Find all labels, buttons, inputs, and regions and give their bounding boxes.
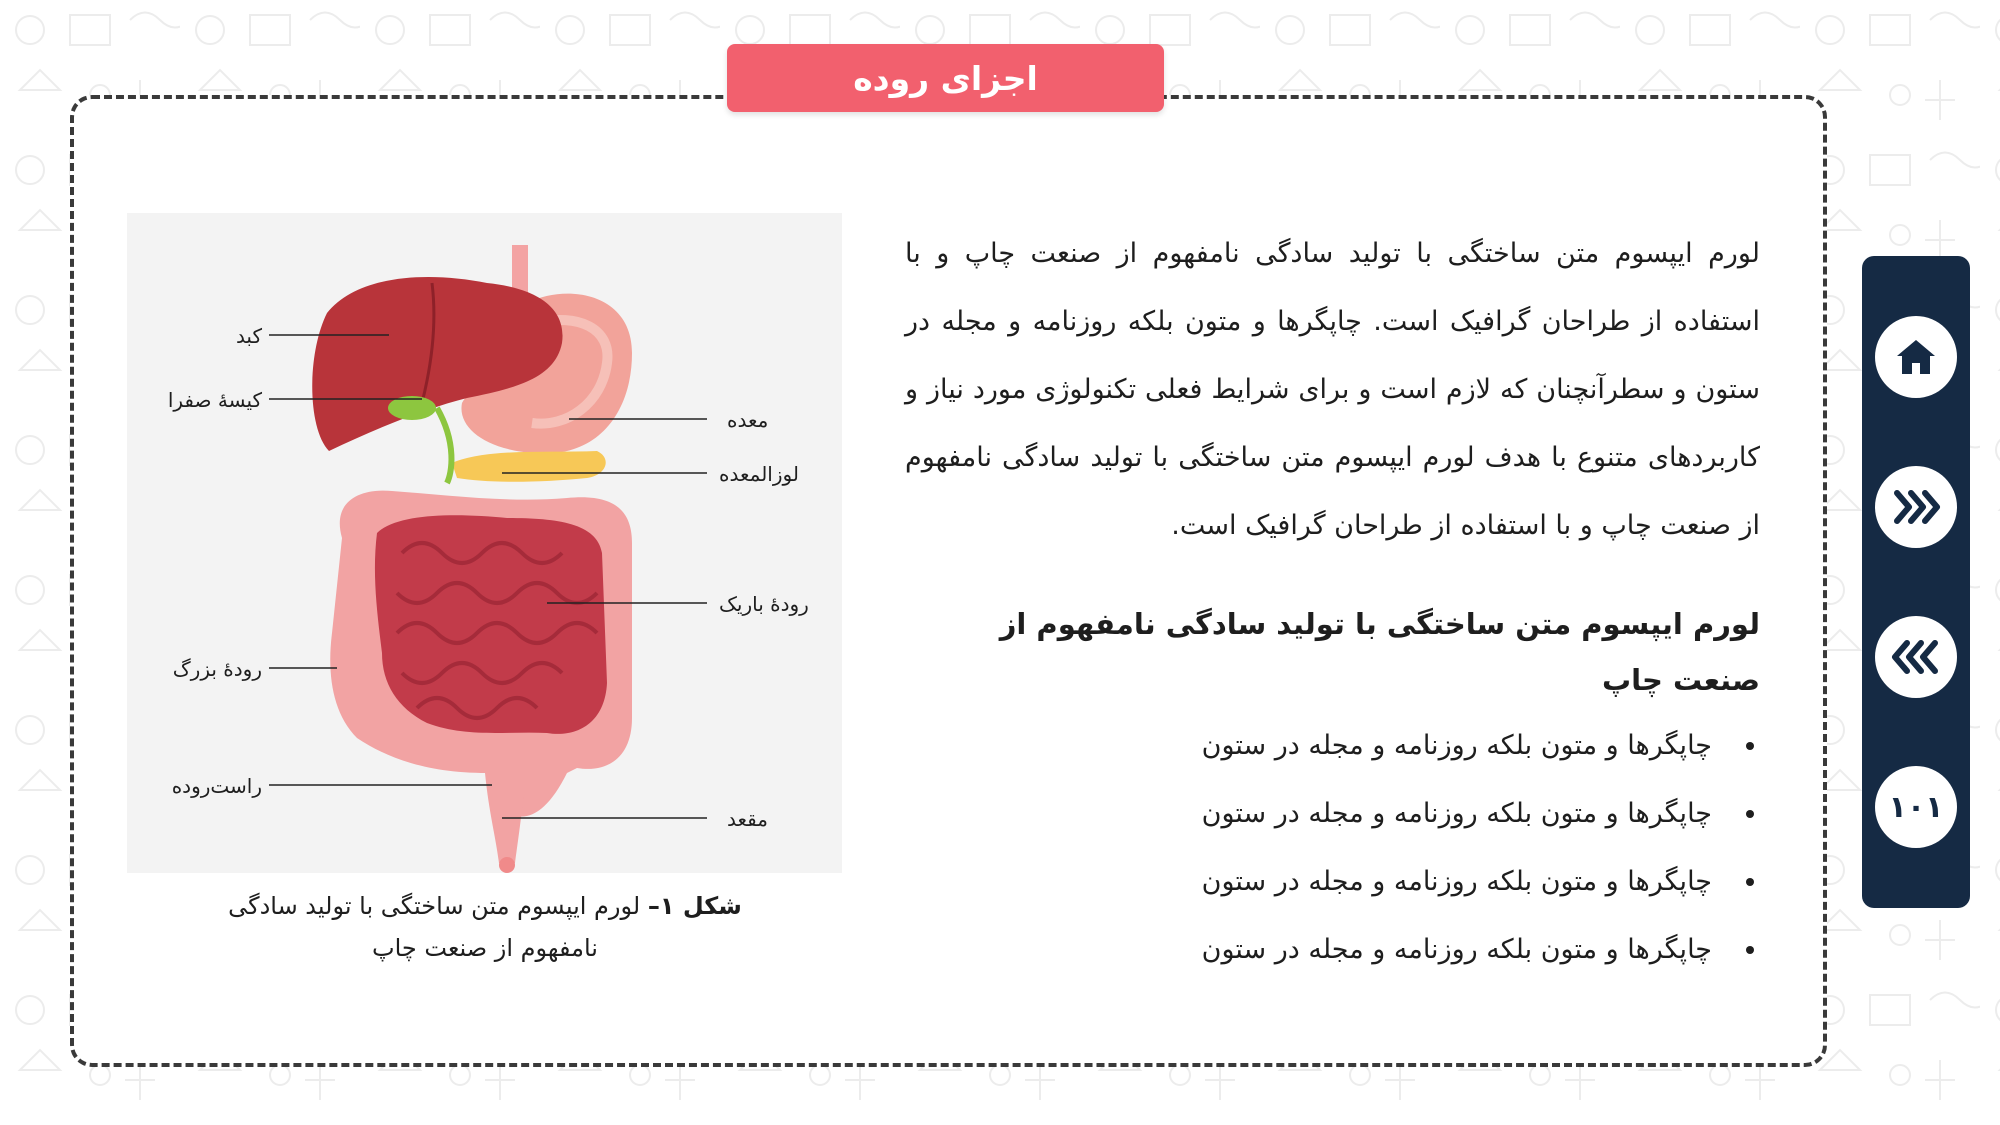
label-gallbladder: کیسهٔ صفرا (167, 388, 262, 412)
label-anus: مقعد (727, 807, 768, 831)
navigation-panel (1862, 256, 1970, 908)
page-number: ۱۰۱ (1888, 789, 1944, 825)
bullet-item: چاپگرها و متون بلکه روزنامه و مجله در ستون (905, 848, 1760, 916)
text-column (905, 220, 1760, 984)
label-pancreas: لوزالمعده (719, 462, 799, 486)
label-liver: کبد (235, 324, 262, 348)
label-stomach: معده (727, 408, 769, 432)
page-number-button[interactable] (1875, 766, 1957, 848)
previous-button[interactable] (1875, 616, 1957, 698)
previous-icon (1891, 637, 1941, 677)
label-large-intestine: رودهٔ بزرگ (172, 657, 262, 681)
home-button[interactable] (1875, 316, 1957, 398)
bullet-list (905, 712, 1760, 984)
anus (499, 857, 515, 873)
pancreas (452, 451, 606, 482)
caption-text: لورم ایپسوم متن ساختگی با تولید سادگی نامفهوم از صنعت چاپ (228, 892, 641, 962)
digestive-system-figure (127, 213, 842, 873)
page-title: اجزای روده (727, 44, 1164, 112)
section-subheading: لورم ایپسوم متن ساختگی با تولید سادگی نامفهوم از صنعت چاپ (999, 607, 1760, 697)
next-button[interactable] (1875, 466, 1957, 548)
bullet-item: چاپگرها و متون بلکه روزنامه و مجله در ستون (905, 712, 1760, 780)
label-small-intestine: رودهٔ باریک (719, 592, 809, 616)
next-icon (1891, 487, 1941, 527)
bullet-item: چاپگرها و متون بلکه روزنامه و مجله در ستون (905, 916, 1760, 984)
caption-label: شکل ۱– (647, 892, 742, 920)
home-icon (1893, 334, 1939, 380)
figure-caption (190, 885, 780, 969)
label-rectum: راست‌روده (171, 774, 262, 798)
bullet-item: چاپگرها و متون بلکه روزنامه و مجله در ستون (905, 780, 1760, 848)
intro-paragraph: لورم ایپسوم متن ساختگی با تولید سادگی نامفهوم از صنعت چاپ و با استفاده از طراحان گرافیک است. چاپگرها و متون بلکه روزنامه و مجله در ستون و سطرآنچنان که لازم است و برای شرایط فعلی تکنولوژی مورد نیاز و کاربردهای متنوع با هدف لورم ایپسوم متن ساختگی با تولید سادگی نامفهوم از صنعت چاپ و با استفاده از طراحان گرافیک است. (905, 238, 1760, 541)
